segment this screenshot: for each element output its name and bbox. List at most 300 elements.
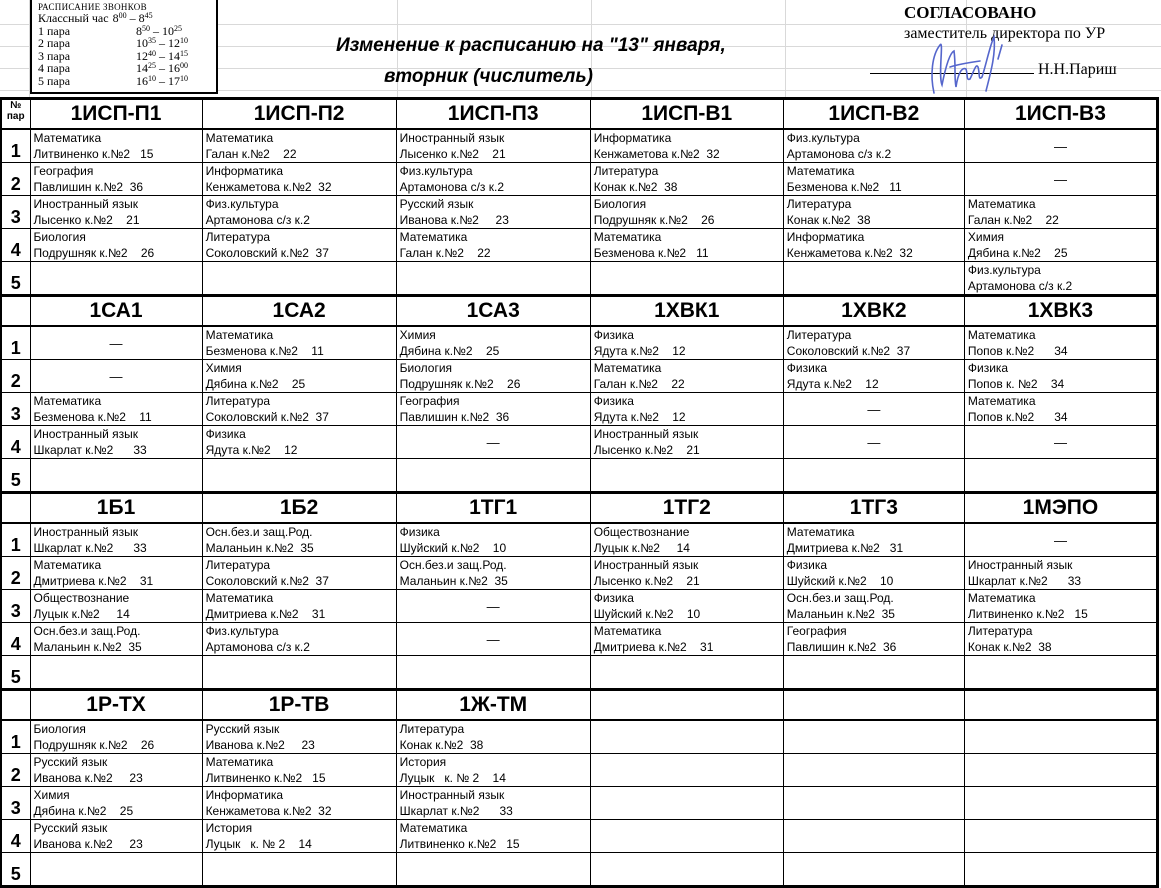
lesson-teacher-room: Дмитриева к.№2 31	[205, 607, 326, 621]
lesson-number: 1	[1, 326, 30, 360]
lesson-number: 2	[1, 557, 30, 590]
lesson-number: 2	[1, 360, 30, 393]
empty-cell	[964, 459, 1157, 493]
lesson-subject: Иностранный язык	[593, 558, 699, 572]
lesson-cell	[202, 787, 396, 820]
lesson-teacher-room: Безменова к.№2 11	[205, 344, 324, 358]
lesson-subject: Математика	[786, 525, 855, 539]
lesson-cell	[30, 590, 202, 623]
lesson-subject: Физика	[593, 328, 634, 342]
lesson-subject: Литература	[205, 394, 271, 408]
lesson-teacher-room: Попов к.№2 34	[967, 344, 1068, 358]
lesson-cell	[396, 787, 590, 820]
group-name: 1ХВК2	[783, 296, 964, 327]
lesson-cell	[590, 426, 783, 459]
bell-label: Классный час	[38, 11, 109, 25]
lesson-teacher-room: Подрушняк к.№2 26	[593, 213, 715, 227]
lesson-subject: Иностранный язык	[33, 525, 139, 539]
lesson-cell	[964, 262, 1157, 296]
lesson-teacher-room: Ядута к.№2 12	[786, 377, 879, 391]
empty-cell	[783, 459, 964, 493]
lesson-cell	[783, 196, 964, 229]
empty-cell	[30, 853, 202, 887]
page-title	[320, 30, 780, 92]
lesson-subject: Физ.культура	[205, 197, 279, 211]
lesson-number: 1	[1, 720, 30, 754]
lesson-cell	[396, 196, 590, 229]
lesson-cell	[30, 754, 202, 787]
group-header-row	[1, 99, 1158, 130]
lesson-row	[1, 656, 1158, 690]
lesson-teacher-room: Соколовский к.№2 37	[786, 344, 911, 358]
lesson-subject: Физика	[205, 427, 246, 441]
lesson-cell	[396, 229, 590, 262]
bell-time: $8^{00} - 8^{45}$	[112, 11, 153, 25]
empty-cell	[964, 754, 1157, 787]
lesson-cell	[202, 163, 396, 196]
lesson-subject: Иностранный язык	[33, 427, 139, 441]
lesson-cell	[783, 360, 964, 393]
lesson-cell	[964, 623, 1157, 656]
lesson-teacher-room: Павлишин к.№2 36	[786, 640, 897, 654]
lesson-teacher-room: Шуйский к.№2 10	[786, 574, 894, 588]
bell-time: $16^{10} - 17^{10}$	[136, 73, 188, 88]
lesson-subject: Информатика	[593, 131, 672, 145]
group-name: 1Р-ТВ	[202, 690, 396, 721]
lesson-subject: Химия	[205, 361, 242, 375]
schedule-table	[0, 97, 1159, 888]
handwritten-signature-icon	[920, 15, 1010, 105]
lesson-number: 2	[1, 754, 30, 787]
group-name: 1Б2	[202, 493, 396, 524]
lesson-teacher-room: Безменова к.№2 11	[593, 246, 709, 260]
lesson-subject: Математика	[593, 624, 662, 638]
lesson-subject: Биология	[593, 197, 647, 211]
no-lesson-dash: —	[30, 360, 202, 393]
lesson-number: 5	[1, 853, 30, 887]
lesson-teacher-room: Конак к.№2 38	[967, 640, 1052, 654]
lesson-subject: Осн.без.и защ.Род.	[399, 558, 507, 572]
lesson-number: 1	[1, 523, 30, 557]
no-lesson-dash: —	[783, 426, 964, 459]
lesson-cell	[30, 720, 202, 754]
lesson-cell	[202, 754, 396, 787]
lesson-teacher-room: Конак к.№2 38	[399, 738, 484, 752]
no-lesson-dash: —	[396, 590, 590, 623]
bell-time: $14^{25} - 16^{00}$	[136, 61, 188, 76]
approval-heading: СОГЛАСОВАНО	[904, 3, 1037, 22]
lesson-row	[1, 163, 1158, 196]
group-name: 1СА1	[30, 296, 202, 327]
group-name	[590, 690, 783, 721]
bell-row	[38, 75, 216, 88]
lesson-row	[1, 459, 1158, 493]
lesson-teacher-room: Павлишин к.№2 36	[399, 410, 510, 424]
no-lesson-dash: —	[30, 326, 202, 360]
lesson-teacher-room: Безменова к.№2 11	[33, 410, 152, 424]
lesson-cell	[590, 196, 783, 229]
lesson-teacher-room: Ядута к.№2 12	[593, 410, 686, 424]
lesson-row	[1, 129, 1158, 163]
lesson-cell	[396, 393, 590, 426]
lesson-subject: Математика	[205, 755, 274, 769]
lesson-teacher-room: Ядута к.№2 12	[205, 443, 298, 457]
empty-cell	[783, 787, 964, 820]
lesson-cell	[30, 523, 202, 557]
group-name: 1ИСП-В2	[783, 99, 964, 130]
lesson-subject: Физика	[786, 558, 828, 572]
lesson-subject: Русский язык	[399, 197, 474, 211]
lesson-subject: Информатика	[786, 230, 865, 244]
lesson-teacher-room: Подрушняк к.№2 26	[399, 377, 521, 391]
group-name: 1ИСП-П3	[396, 99, 590, 130]
lesson-subject: География	[399, 394, 460, 408]
group-name	[964, 690, 1157, 721]
lesson-teacher-room: Дябина к.№2 25	[205, 377, 306, 391]
lesson-subject: Литература	[786, 328, 852, 342]
lesson-row	[1, 557, 1158, 590]
schedule-grid	[0, 97, 1161, 888]
lesson-subject: Математика	[205, 591, 274, 605]
group-header-row	[1, 493, 1158, 524]
lesson-cell	[783, 326, 964, 360]
lesson-subject: Физ.культура	[786, 131, 860, 145]
lesson-teacher-room: Попов к. №2 34	[967, 377, 1065, 391]
lesson-teacher-room: Артамонова с/з к.2	[786, 147, 892, 161]
lesson-teacher-room: Литвиненко к.№2 15	[205, 771, 326, 785]
lesson-subject: Химия	[967, 230, 1005, 244]
lesson-number: 4	[1, 426, 30, 459]
lesson-cell	[964, 557, 1157, 590]
no-lesson-dash: —	[964, 426, 1157, 459]
lesson-teacher-room: Иванова к.№2 23	[399, 213, 509, 227]
lesson-subject: Физ.культура	[205, 624, 279, 638]
lesson-subject: Литература	[786, 197, 852, 211]
empty-cell	[783, 720, 964, 754]
lesson-teacher-room: Лысенко к.№2 21	[593, 443, 700, 457]
lesson-subject: Осн.без.и защ.Род.	[786, 591, 894, 605]
group-name: 1ХВК1	[590, 296, 783, 327]
empty-cell	[202, 656, 396, 690]
lesson-row	[1, 820, 1158, 853]
lesson-subject: Физ.культура	[967, 263, 1041, 277]
lesson-row	[1, 754, 1158, 787]
lesson-cell	[964, 326, 1157, 360]
lesson-number: 4	[1, 820, 30, 853]
lesson-cell	[30, 820, 202, 853]
no-lesson-dash: —	[396, 623, 590, 656]
lesson-subject: Математика	[399, 821, 468, 835]
lesson-teacher-room: Маланьин к.№2 35	[786, 607, 895, 621]
lesson-teacher-room: Кенжаметова к.№2 32	[593, 147, 720, 161]
lesson-subject: Биология	[33, 722, 86, 736]
lesson-teacher-room: Артамонова с/з к.2	[205, 640, 310, 654]
lesson-subject: Физ.культура	[399, 164, 473, 178]
lesson-subject: Русский язык	[33, 821, 108, 835]
lesson-subject: Литература	[967, 624, 1033, 638]
bell-label: 4 пара	[38, 61, 71, 76]
lesson-cell	[202, 129, 396, 163]
empty-cell	[590, 754, 783, 787]
lesson-subject: Литература	[205, 230, 271, 244]
group-name: 1ИСП-П1	[30, 99, 202, 130]
lesson-cell	[590, 360, 783, 393]
lesson-cell	[396, 557, 590, 590]
lesson-number-header: № пар	[1, 99, 30, 130]
bell-label: 2 пара	[38, 36, 71, 51]
lesson-cell	[590, 523, 783, 557]
lesson-subject: Литература	[205, 558, 271, 572]
lesson-cell	[783, 163, 964, 196]
lesson-cell	[202, 360, 396, 393]
no-lesson-dash: —	[964, 163, 1157, 196]
lesson-number: 3	[1, 393, 30, 426]
lesson-subject: Иностранный язык	[967, 558, 1073, 572]
lesson-number: 2	[1, 163, 30, 196]
group-name: 1ИСП-П2	[202, 99, 396, 130]
lesson-cell	[783, 623, 964, 656]
bell-row	[38, 37, 216, 50]
lesson-subject: Биология	[33, 230, 86, 244]
lesson-teacher-room: Дябина к.№2 25	[967, 246, 1068, 260]
lesson-row	[1, 426, 1158, 459]
lesson-teacher-room: Соколовский к.№2 37	[205, 574, 329, 588]
lesson-cell	[783, 523, 964, 557]
empty-cell	[964, 656, 1157, 690]
lesson-cell	[783, 129, 964, 163]
bell-row	[38, 12, 216, 25]
empty-cell	[783, 820, 964, 853]
empty-cell	[783, 754, 964, 787]
empty-cell	[964, 853, 1157, 887]
bell-time: $12^{40} - 14^{15}$	[136, 48, 188, 63]
lesson-teacher-room: Шуйский к.№2 10	[399, 541, 507, 555]
lesson-number-header	[1, 296, 30, 327]
lesson-cell	[396, 720, 590, 754]
lesson-subject: Физика	[593, 394, 634, 408]
lesson-row	[1, 623, 1158, 656]
empty-cell	[590, 787, 783, 820]
group-header-row	[1, 296, 1158, 327]
empty-cell	[783, 853, 964, 887]
lesson-teacher-room: Маланьин к.№2 35	[205, 541, 314, 555]
lesson-cell	[202, 229, 396, 262]
empty-cell	[783, 262, 964, 296]
lesson-subject: Математика	[967, 328, 1036, 342]
lesson-teacher-room: Галан к.№2 22	[593, 377, 685, 391]
empty-cell	[396, 459, 590, 493]
lesson-subject: Физика	[593, 591, 634, 605]
lesson-teacher-room: Маланьин к.№2 35	[33, 640, 142, 654]
empty-cell	[396, 262, 590, 296]
group-header-row	[1, 690, 1158, 721]
group-name: 1Р-ТХ	[30, 690, 202, 721]
lesson-cell	[396, 523, 590, 557]
no-lesson-dash: —	[964, 523, 1157, 557]
empty-cell	[202, 853, 396, 887]
lesson-cell	[783, 229, 964, 262]
lesson-subject: Иностранный язык	[399, 131, 505, 145]
bell-schedule	[30, 0, 218, 94]
lesson-teacher-room: Лысенко к.№2 21	[399, 147, 506, 161]
lesson-subject: Математика	[593, 361, 662, 375]
empty-cell	[590, 853, 783, 887]
lesson-subject: Обществознание	[593, 525, 690, 539]
empty-cell	[396, 853, 590, 887]
lesson-cell	[590, 557, 783, 590]
lesson-cell	[964, 393, 1157, 426]
lesson-subject: Математика	[33, 394, 102, 408]
lesson-cell	[590, 229, 783, 262]
lesson-subject: География	[786, 624, 847, 638]
lesson-subject: Осн.без.и защ.Род.	[205, 525, 313, 539]
lesson-cell	[30, 557, 202, 590]
empty-cell	[783, 656, 964, 690]
lesson-row	[1, 720, 1158, 754]
lesson-subject: Химия	[33, 788, 70, 802]
lesson-teacher-room: Дмитриева к.№2 31	[33, 574, 154, 588]
group-name: 1ИСП-В3	[964, 99, 1157, 130]
lesson-teacher-room: Луцык к.№2 14	[593, 541, 690, 555]
lesson-teacher-room: Литвиненко к.№2 15	[967, 607, 1088, 621]
lesson-subject: История	[399, 755, 447, 769]
lesson-teacher-room: Дябина к.№2 25	[399, 344, 500, 358]
group-name: 1ТГ1	[396, 493, 590, 524]
title-line-2: вторник (числитель)	[384, 66, 593, 87]
lesson-teacher-room: Конак к.№2 38	[593, 180, 678, 194]
lesson-teacher-room: Лысенко к.№2 21	[593, 574, 700, 588]
empty-cell	[396, 656, 590, 690]
lesson-cell	[30, 229, 202, 262]
lesson-subject: Математика	[399, 230, 468, 244]
lesson-cell	[964, 360, 1157, 393]
lesson-teacher-room: Подрушняк к.№2 26	[33, 246, 155, 260]
lesson-subject: Осн.без.и защ.Род.	[33, 624, 141, 638]
lesson-cell	[396, 360, 590, 393]
lesson-subject: Биология	[399, 361, 453, 375]
lesson-teacher-room: Конак к.№2 38	[786, 213, 871, 227]
lesson-number: 5	[1, 656, 30, 690]
lesson-teacher-room: Попов к.№2 34	[967, 410, 1068, 424]
bell-label: 3 пара	[38, 48, 71, 63]
group-name: 1Ж-ТМ	[396, 690, 590, 721]
group-name: 1СА3	[396, 296, 590, 327]
lesson-cell	[202, 557, 396, 590]
lesson-subject: Русский язык	[33, 755, 108, 769]
approval-position: заместитель директора по УР	[904, 25, 1106, 42]
lesson-teacher-room: Иванова к.№2 23	[33, 837, 143, 851]
lesson-teacher-room: Безменова к.№2 11	[786, 180, 902, 194]
lesson-cell	[30, 787, 202, 820]
no-lesson-dash: —	[396, 426, 590, 459]
lesson-teacher-room: Артамонова с/з к.2	[205, 213, 310, 227]
lesson-subject: Математика	[33, 558, 102, 572]
lesson-cell	[30, 426, 202, 459]
bell-label: 1 пара	[38, 23, 71, 38]
lesson-cell	[30, 393, 202, 426]
lesson-cell	[396, 129, 590, 163]
lesson-teacher-room: Ядута к.№2 12	[593, 344, 686, 358]
empty-cell	[30, 656, 202, 690]
lesson-subject: Математика	[967, 591, 1036, 605]
empty-cell	[590, 720, 783, 754]
lesson-teacher-room: Дмитриева к.№2 31	[786, 541, 904, 555]
lesson-cell	[202, 393, 396, 426]
lesson-number: 5	[1, 459, 30, 493]
bell-label: 5 пара	[38, 73, 71, 88]
lesson-row	[1, 229, 1158, 262]
lesson-cell	[590, 129, 783, 163]
lesson-row	[1, 393, 1158, 426]
lesson-subject: Физика	[786, 361, 828, 375]
lesson-teacher-room: Кенжаметова к.№2 32	[786, 246, 913, 260]
lesson-cell	[783, 590, 964, 623]
lesson-teacher-room: Иванова к.№2 23	[205, 738, 315, 752]
lesson-cell	[590, 326, 783, 360]
lesson-cell	[30, 196, 202, 229]
lesson-subject: Физика	[967, 361, 1009, 375]
empty-cell	[964, 820, 1157, 853]
lesson-teacher-room: Соколовский к.№2 37	[205, 246, 329, 260]
lesson-subject: Литература	[399, 722, 465, 736]
lesson-teacher-room: Шкарлат к.№2 33	[967, 574, 1082, 588]
lesson-teacher-room: Литвиненко к.№2 15	[399, 837, 520, 851]
lesson-subject: Математика	[205, 131, 274, 145]
lesson-teacher-room: Соколовский к.№2 37	[205, 410, 329, 424]
lesson-teacher-room: Луцык к. № 2 14	[399, 771, 506, 785]
lesson-row	[1, 262, 1158, 296]
group-name: 1Б1	[30, 493, 202, 524]
lesson-subject: Математика	[786, 164, 855, 178]
lesson-teacher-room: Артамонова с/з к.2	[399, 180, 504, 194]
lesson-teacher-room: Подрушняк к.№2 26	[33, 738, 155, 752]
title-line-1: Изменение к расписанию на "13" января,	[336, 35, 726, 56]
lesson-subject: Русский язык	[205, 722, 280, 736]
lesson-cell	[202, 196, 396, 229]
lesson-number: 4	[1, 229, 30, 262]
lesson-teacher-room: Лысенко к.№2 21	[33, 213, 140, 227]
bell-schedule-title: РАСПИСАНИЕ ЗВОНКОВ	[38, 2, 147, 12]
no-lesson-dash: —	[783, 393, 964, 426]
empty-cell	[590, 656, 783, 690]
lesson-teacher-room: Литвиненко к.№2 15	[33, 147, 154, 161]
lesson-cell	[202, 623, 396, 656]
lesson-teacher-room: Луцык к. № 2 14	[205, 837, 312, 851]
lesson-number: 3	[1, 590, 30, 623]
lesson-teacher-room: Галан к.№2 22	[205, 147, 297, 161]
bell-time: $10^{35} - 12^{10}$	[136, 36, 188, 51]
lesson-subject: Иностранный язык	[593, 427, 699, 441]
lesson-cell	[396, 820, 590, 853]
lesson-row	[1, 360, 1158, 393]
lesson-number: 5	[1, 262, 30, 296]
lesson-subject: Иностранный язык	[33, 197, 139, 211]
lesson-number-header	[1, 690, 30, 721]
no-lesson-dash: —	[964, 129, 1157, 163]
lesson-subject: Информатика	[205, 164, 284, 178]
lesson-teacher-room: Маланьин к.№2 35	[399, 574, 508, 588]
lesson-subject: История	[205, 821, 253, 835]
empty-cell	[202, 262, 396, 296]
lesson-row	[1, 853, 1158, 887]
lesson-subject: Математика	[593, 230, 662, 244]
lesson-cell	[202, 590, 396, 623]
empty-cell	[964, 720, 1157, 754]
lesson-subject: География	[33, 164, 94, 178]
group-name: 1МЭПО	[964, 493, 1157, 524]
lesson-cell	[202, 326, 396, 360]
lesson-cell	[202, 820, 396, 853]
